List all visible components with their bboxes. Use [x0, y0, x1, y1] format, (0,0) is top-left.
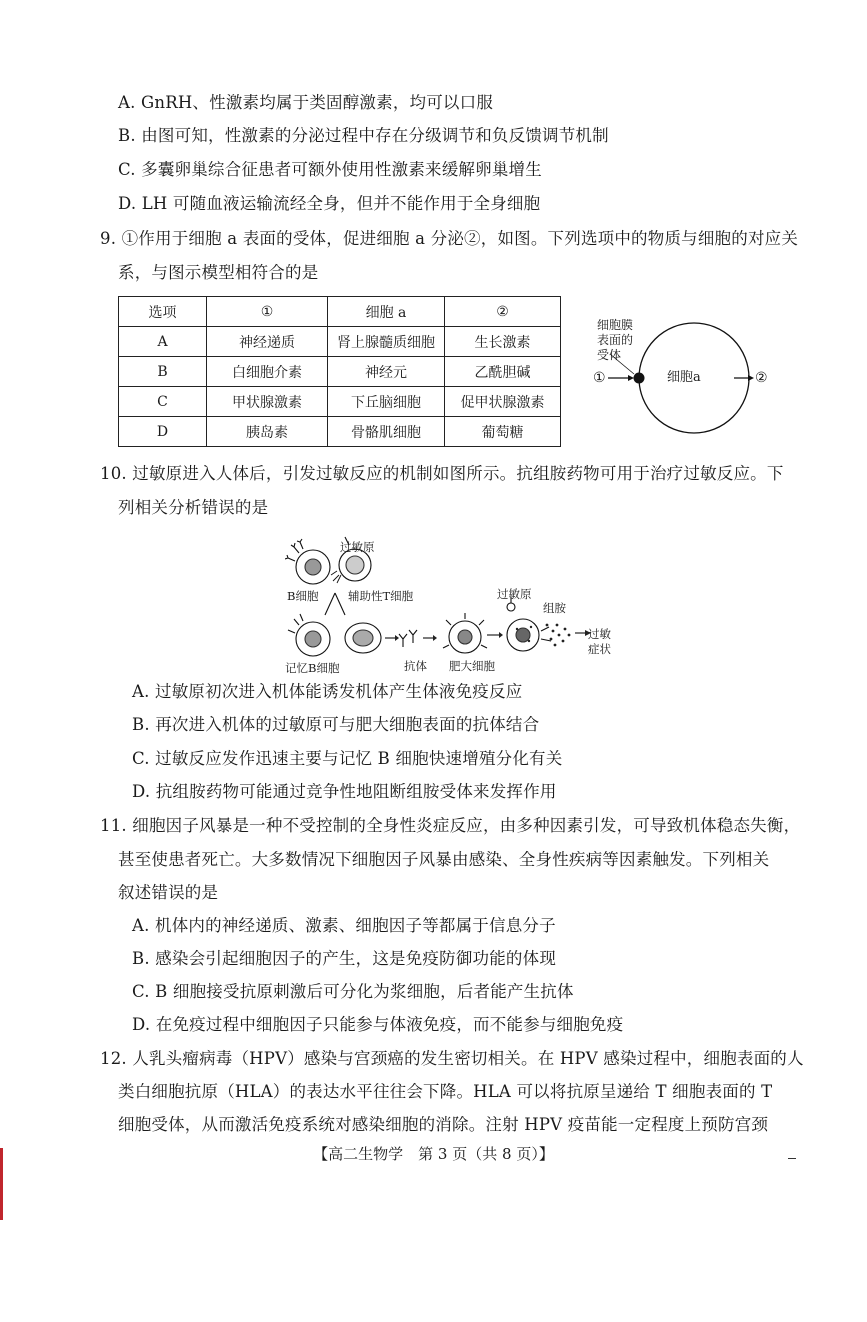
table-cell: 神经元: [328, 357, 445, 387]
page-footer: 【高二生物学 第 3 页（共 8 页）】: [313, 1145, 554, 1163]
q11-option-b: B. 感染会引起细胞因子的产生，这是免疫防御功能的体现: [132, 949, 557, 968]
label-memory-b-cell: 记忆B细胞: [285, 661, 340, 675]
table-cell: A: [119, 327, 207, 357]
input-arrowhead: [628, 375, 634, 381]
antibody-shapes: [399, 630, 417, 647]
q8-option-b: B. 由图可知，性激素的分泌过程中存在分级调节和负反馈调节机制: [118, 126, 609, 145]
table-cell: 生长激素: [445, 327, 561, 357]
table-cell: 葡萄糖: [445, 417, 561, 447]
q11-stem-line2: 甚至使患者死亡。大多数情况下细胞因子风暴由感染、全身性疾病等因素触发。下列相关: [118, 850, 770, 869]
table-cell: D: [119, 417, 207, 447]
footer-dash: [788, 1158, 796, 1159]
label-antibody: 抗体: [404, 659, 427, 673]
q11-stem-line3: 叙述错误的是: [118, 883, 219, 902]
table-row: [119, 357, 561, 387]
allergen-particle: [507, 603, 515, 611]
table-header-cell: 细胞 a: [328, 297, 445, 327]
q12-stem-line2: 类白细胞抗原（HLA）的表达水平往往会下降。HLA 可以将抗原呈递给 T 细胞表面的 T: [118, 1082, 773, 1101]
q11-option-c: C. B 细胞接受抗原刺激后可分化为浆细胞，后者能产生抗体: [132, 982, 574, 1001]
q10-option-d: D. 抗组胺药物可能通过竞争性地阻断组胺受体来发挥作用: [132, 782, 557, 801]
label-helper-t-cell: 辅助性T细胞: [348, 589, 414, 603]
table-cell: 促甲状腺激素: [445, 387, 561, 417]
q11-option-a: A. 机体内的神经递质、激素、细胞因子等都属于信息分子: [132, 916, 556, 935]
table-cell: 神经递质: [207, 327, 328, 357]
label-histamine: 组胺: [543, 601, 566, 615]
allergy-mechanism-graphic: [285, 535, 625, 675]
diagram-input-label: ①: [593, 370, 606, 386]
q9-stem-line1: 9. ①作用于细胞 a 表面的受体，促进细胞 a 分泌②，如图。下列选项中的物质与细胞的对应关: [100, 229, 799, 248]
table-cell: B: [119, 357, 207, 387]
table-cell: 乙酰胆碱: [445, 357, 561, 387]
table-cell: C: [119, 387, 207, 417]
q10-stem-line1: 10. 过敏原进入人体后，引发过敏反应的机制如图所示。抗组胺药物可用于治疗过敏反应。下: [100, 464, 784, 483]
output-arrowhead: [748, 375, 754, 381]
label-mast-cell: 肥大细胞: [449, 659, 495, 673]
table-cell: 白细胞介素: [207, 357, 328, 387]
q12-stem-line3: 细胞受体，从而激活免疫系统对感染细胞的消除。注射 HPV 疫苗能一定程度上预防宫颈: [118, 1115, 769, 1134]
table-header-row: [119, 297, 561, 327]
label-symptom-line1: 过敏: [588, 627, 611, 641]
q9-options-table: [118, 296, 561, 447]
cell-a-circle: [639, 323, 749, 433]
label-allergen-top: 过敏原: [340, 540, 375, 554]
q9-stem-line2: 系，与图示模型相符合的是: [118, 263, 319, 282]
q10-option-c: C. 过敏反应发作迅速主要与记忆 B 细胞快速增殖分化有关: [132, 749, 563, 768]
margin-red-mark: [0, 1148, 3, 1220]
table-row: [119, 417, 561, 447]
table-header-cell: ①: [207, 297, 328, 327]
label-symptom-line2: 症状: [588, 642, 611, 656]
q11-option-d: D. 在免疫过程中细胞因子只能参与体液免疫，而不能参与细胞免疫: [132, 1015, 624, 1034]
q10-option-b: B. 再次进入机体的过敏原可与肥大细胞表面的抗体结合: [132, 715, 540, 734]
table-cell: 甲状腺激素: [207, 387, 328, 417]
q8-option-d: D. LH 可随血液运输流经全身，但并不能作用于全身细胞: [118, 194, 541, 213]
table-header-cell: 选项: [119, 297, 207, 327]
receptor-pointer-line: [610, 354, 634, 374]
table-row: [119, 387, 561, 417]
table-cell: 下丘脑细胞: [328, 387, 445, 417]
q10-option-a: A. 过敏原初次进入机体能诱发机体产生体液免疫反应: [132, 682, 523, 701]
table-cell: 肾上腺髓质细胞: [328, 327, 445, 357]
receptor-label-line1: 细胞膜: [597, 318, 634, 332]
table-header-cell: ②: [445, 297, 561, 327]
receptor-label-line3: 受体: [597, 348, 622, 362]
diagram-output-label: ②: [755, 370, 768, 386]
q12-stem-line1: 12. 人乳头瘤病毒（HPV）感染与宫颈癌的发生密切相关。在 HPV 感染过程中，细胞表面的人: [100, 1049, 804, 1068]
label-allergen-right: 过敏原: [497, 587, 532, 601]
q10-stem-line2: 列相关分析错误的是: [118, 498, 269, 517]
cell-diagram-graphic: [590, 300, 770, 460]
q11-stem-line1: 11. 细胞因子风暴是一种不受控制的全身性炎症反应，由多种因素引发，可导致机体稳态失衡，: [100, 816, 801, 835]
diagram-cell-label: 细胞a: [667, 370, 701, 385]
label-b-cell: B细胞: [287, 589, 319, 603]
q8-option-c: C. 多囊卵巢综合征患者可额外使用性激素来缓解卵巢增生: [118, 160, 542, 179]
table-cell: 骨骼肌细胞: [328, 417, 445, 447]
table-row: [119, 327, 561, 357]
receptor-label-line2: 表面的: [597, 333, 634, 347]
q8-option-a: A. GnRH、性激素均属于类固醇激素，均可以口服: [118, 93, 494, 112]
table-cell: 胰岛素: [207, 417, 328, 447]
receptor-dot: [634, 373, 645, 384]
